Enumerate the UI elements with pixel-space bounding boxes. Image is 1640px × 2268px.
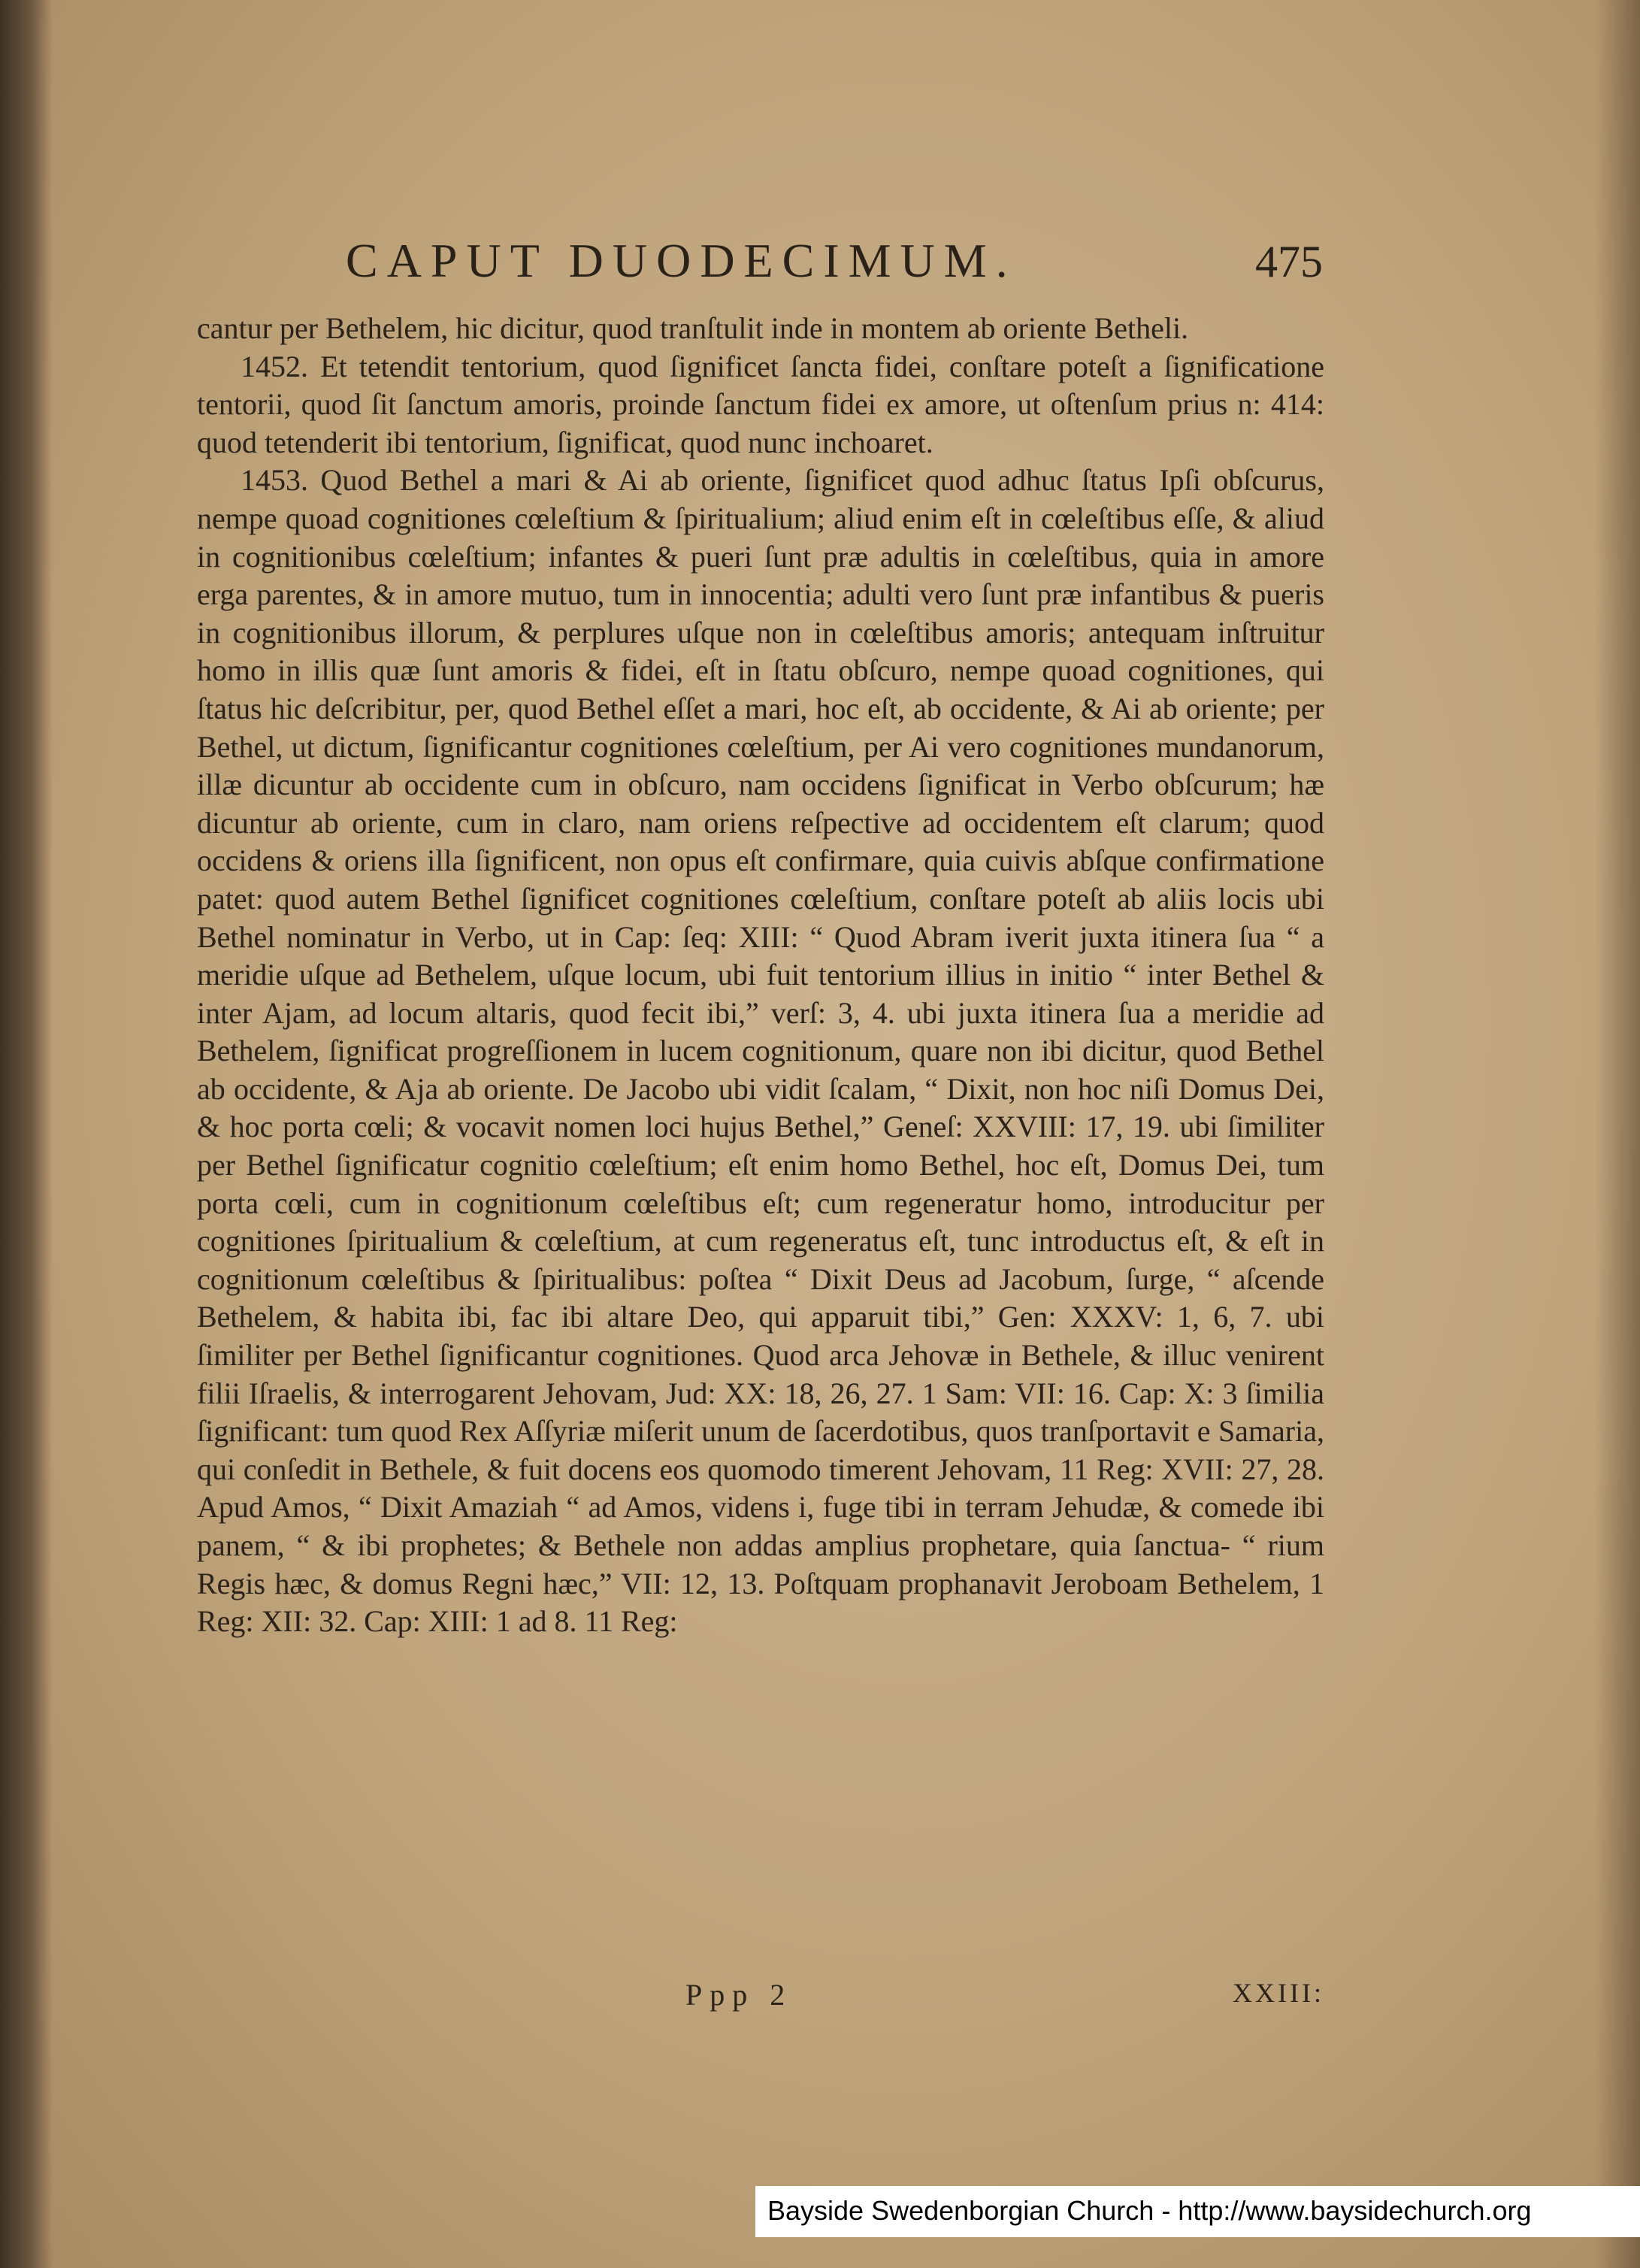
page-edge-shadow: [1595, 0, 1640, 2268]
page-footer: [197, 1977, 1324, 2022]
paragraph-1452: 1452. Et tetendit tentorium, quod ſignificet ſancta fidei, conſtare poteſt a ſignificatione tentorii, quod ſit ſanctum amoris, proinde ſanctum fidei ex amore, ut oſtenſum prius n: 414: quod tetenderit ibi tentorium, ſignificat, quod nunc inchoaret.: [197, 349, 1324, 459]
body-text: [197, 310, 1324, 1641]
watermark-banner: [755, 2186, 1640, 2237]
book-spine-shadow: [0, 0, 53, 2268]
signature-mark: Ppp 2: [685, 1978, 793, 2012]
watermark-text: Bayside Swedenborgian Church - http://www.baysidechurch.org: [767, 2195, 1532, 2226]
paragraph-1453: 1453. Quod Bethel a mari & Ai ab oriente, ſignificet quod adhuc ſtatus Ipſi obſcurus, nempe quoad cognitiones cœleſtium & ſpiritualium; aliud enim eſt in cœleſtibus eſſe, & aliud in cognitionibus cœleſtium; infantes & pueri ſunt præ adultis in cœleſtibus, quia in amore erga parentes, & in amore mutuo, tum in innocentia; adulti vero ſunt præ infantibus & pueris in cognitionibus illorum, & perplures uſque non in cœleſtibus amoris; antequam inſtruitur homo in illis quæ ſunt amoris & fidei, eſt in ſtatu obſcuro, nempe quoad cognitiones, qui ſtatus hic deſcribitur, per, quod Bethel eſſet a mari, hoc eſt, ab occidente, & Ai ab oriente; per Bethel, ut dictum, ſignificantur cognitiones cœleſtium, per Ai vero cognitiones mundanorum, illæ dicuntur ab occidente cum in obſcuro, nam occidens ſignificat in Verbo obſcurum; hæ dicuntur ab oriente, cum in claro, nam oriens reſpective ad occidentem eſt clarum; quod occidens & oriens illa ſignificent, non opus eſt confirmare, quia cuivis abſque confirmatione patet: quod autem Bethel ſignificet cognitiones cœleſtium, conſtare poteſt ab aliis locis ubi Bethel nominatur in Verbo, ut in Cap: ſeq: XIII: “ Quod Abram iverit juxta itinera ſua “ a meridie uſque ad Bethelem, uſque locum, ubi fuit tentorium illius in initio “ inter Bethel & inter Ajam, ad locum altaris, quod fecit ibi,” verſ: 3, 4. ubi juxta itinera ſua a meridie ad Bethelem, ſignificat progreſſionem in lucem cognitionum, quare non ibi dicitur, quod Bethel ab occidente, & Aja ab oriente. De Jacobo ubi vidit ſcalam, “ Dixit, non hoc niſi Domus Dei, & hoc porta cœli; & vocavit nomen loci hujus Bethel,” Geneſ: XXVIII: 17, 19. ubi ſimiliter per Bethel ſignificatur cognitio cœleſtium; eſt enim homo Bethel, hoc eſt, Domus Dei, tum porta cœli, cum in cognitionum cœleſtibus eſt; cum regeneratur homo, introducitur per cognitiones ſpiritualium & cœleſtium, at cum regeneratus eſt, tunc introductus eſt, & eſt in cognitionum cœleſtibus & ſpiritualibus: poſtea “ Dixit Deus ad Jacobum, ſurge, “ aſcende Bethelem, & habita ibi, fac ibi altare Deo, qui apparuit tibi,” Gen: XXXV: 1, 6, 7. ubi ſimiliter per Bethel ſignificantur cognitiones. Quod arca Jehovæ in Bethele, & illuc venirent filii Iſraelis, & interrogarent Jehovam, Jud: XX: 18, 26, 27. 1 Sam: VII: 16. Cap: X: 3 ſimilia ſignificant: tum quod Rex Aſſyriæ miſerit unum de ſacerdotibus, quos tranſportavit e Samaria, qui conſedit in Bethele, & fuit docens eos quomodo timerent Jehovam, 11 Reg: XVII: 27, 28. Apud Amos, “ Dixit Amaziah “ ad Amos, videns i, fuge tibi in terram Jehudæ, & comede ibi panem, “ & ibi prophetes; & Bethele non addas amplius prophetare, quia ſanctua- “ rium Regis hæc, & domus Regni hæc,” VII: 12, 13. Poſtquam prophanavit Jeroboam Bethelem, 1 Reg: XII: 32. Cap: XIII: 1 ad 8. 11 Reg:: [197, 463, 1324, 1639]
page-number: 475: [1255, 237, 1323, 286]
catchword: XXIII:: [1233, 1978, 1324, 2008]
paragraph-continuation: cantur per Bethelem, hic dicitur, quod tranſtulit inde in montem ab oriente Betheli.: [197, 311, 1189, 345]
page-header: [331, 226, 1323, 308]
running-title: CAPUT DUODECIMUM.: [346, 234, 1017, 287]
